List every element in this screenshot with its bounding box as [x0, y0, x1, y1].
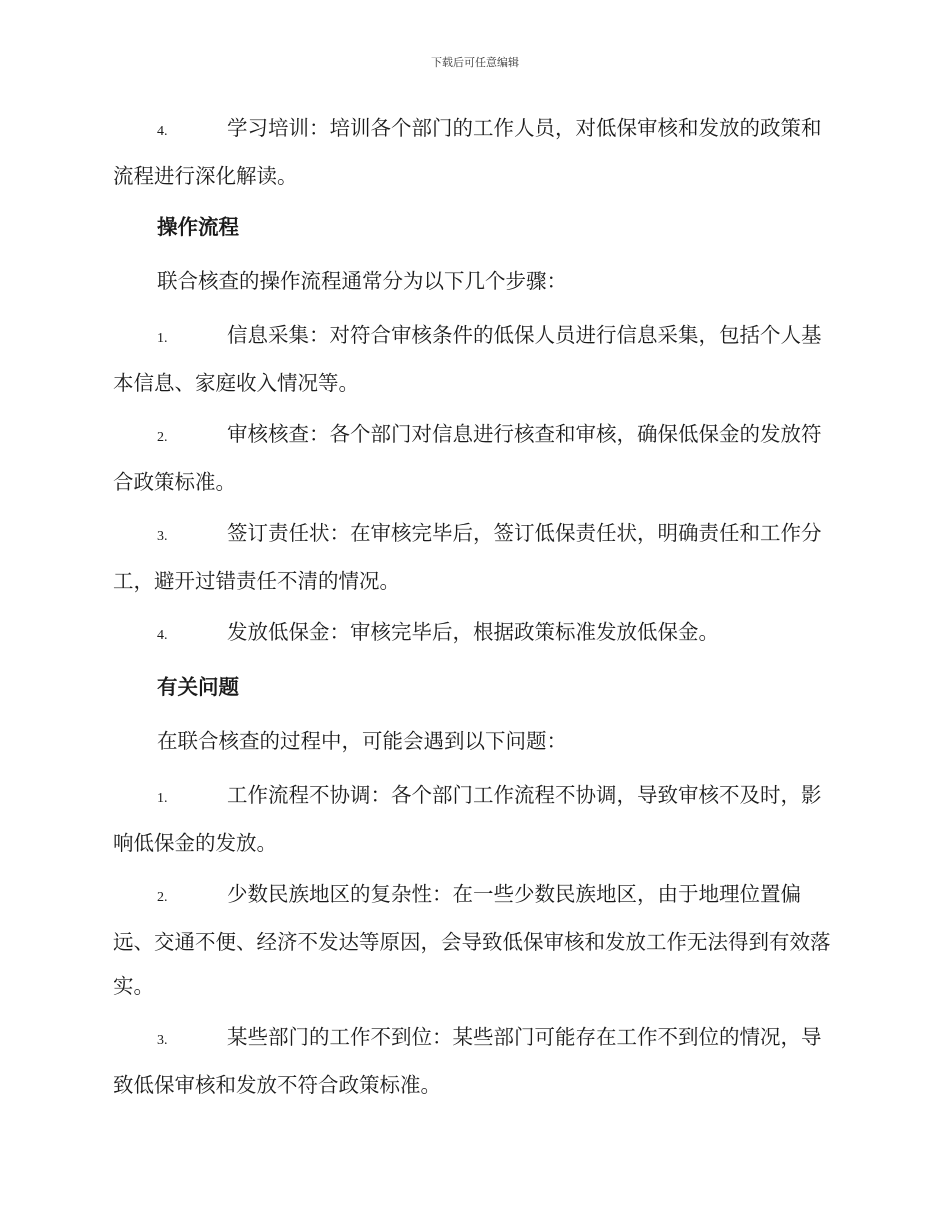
page-header: 下载后可任意编辑 — [431, 56, 519, 69]
section-heading: 有关问题 — [157, 675, 239, 699]
paragraph: 联合核查的操作流程通常分为以下几个步骤： — [157, 269, 567, 293]
list-number: 4. — [157, 628, 168, 643]
list-text: 审核核查：各个部门对信息进行核查和审核，确保低保金的发放符合政策标准。 — [113, 422, 822, 494]
list-text: 少数民族地区的复杂性：在一些少数民族地区，由于地理位置偏远、交通不便、经济不发达等原因，会导致低保审核和发放工作无法得到有效落实。 — [113, 882, 831, 998]
list-number: 3. — [157, 529, 168, 544]
paragraph: 在联合核查的过程中，可能会遇到以下问题： — [157, 729, 567, 753]
list-number: 4. — [157, 124, 168, 139]
list-item — [113, 313, 833, 405]
list-text: 发放低保金：审核完毕后，根据政策标准发放低保金。 — [227, 620, 719, 644]
section-heading: 操作流程 — [157, 215, 239, 239]
list-item — [113, 412, 833, 504]
list-text: 信息采集：对符合审核条件的低保人员进行信息采集，包括个人基本信息、家庭收入情况等。 — [113, 323, 822, 395]
list-number: 2. — [157, 890, 168, 905]
list-text: 签订责任状：在审核完毕后，签订低保责任状，明确责任和工作分工，避开过错责任不清的情况。 — [113, 521, 822, 593]
list-item — [113, 106, 833, 198]
list-text: 工作流程不协调：各个部门工作流程不协调，导致审核不及时，影响低保金的发放。 — [113, 783, 822, 855]
list-number: 2. — [157, 430, 168, 445]
list-item — [113, 610, 833, 658]
list-item — [113, 511, 833, 603]
list-item — [113, 773, 833, 865]
list-text: 某些部门的工作不到位：某些部门可能存在工作不到位的情况，导致低保审核和发放不符合政策标准。 — [113, 1025, 822, 1097]
list-number: 1. — [157, 331, 168, 346]
document-body — [113, 106, 833, 1114]
list-number: 3. — [157, 1033, 168, 1048]
list-text: 学习培训：培训各个部门的工作人员，对低保审核和发放的政策和流程进行深化解读。 — [113, 116, 822, 188]
list-item — [113, 1015, 833, 1107]
list-item — [113, 872, 833, 1008]
list-number: 1. — [157, 791, 168, 806]
